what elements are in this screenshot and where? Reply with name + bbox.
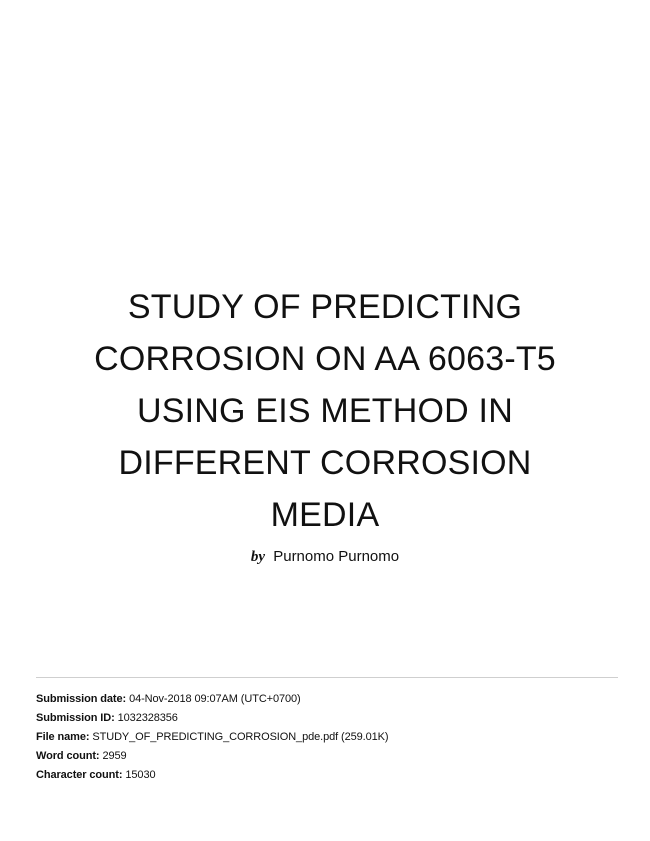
meta-value: STUDY_OF_PREDICTING_CORROSION_pde.pdf (259.01K) — [92, 731, 389, 743]
file-name-row — [36, 728, 388, 747]
meta-label: Word count: — [36, 750, 100, 762]
byline — [0, 547, 650, 567]
submission-date-row — [36, 690, 388, 709]
title-line: MEDIA — [270, 496, 380, 534]
title-line: USING EIS METHOD IN — [137, 392, 513, 430]
title-block — [0, 281, 650, 567]
divider — [36, 677, 618, 678]
meta-value: 15030 — [125, 769, 156, 781]
meta-value: 2959 — [102, 750, 127, 762]
byline-prefix: by — [250, 549, 266, 565]
character-count-row — [36, 766, 388, 785]
title-line: CORROSION ON AA 6063-T5 — [94, 340, 556, 378]
author-name: Purnomo Purnomo — [273, 548, 400, 565]
title-line: DIFFERENT CORROSION — [118, 444, 532, 482]
title-line: STUDY OF PREDICTING — [127, 288, 523, 326]
submission-id-row — [36, 709, 388, 728]
meta-label: Submission date: — [36, 693, 127, 705]
meta-label: Submission ID: — [36, 712, 115, 724]
word-count-row — [36, 747, 388, 766]
meta-value: 04-Nov-2018 09:07AM (UTC+0700) — [129, 693, 301, 705]
meta-label: File name: — [36, 731, 90, 743]
document-title — [0, 281, 650, 541]
meta-label: Character count: — [36, 769, 123, 781]
submission-metadata — [36, 690, 388, 785]
meta-value: 1032328356 — [117, 712, 178, 724]
